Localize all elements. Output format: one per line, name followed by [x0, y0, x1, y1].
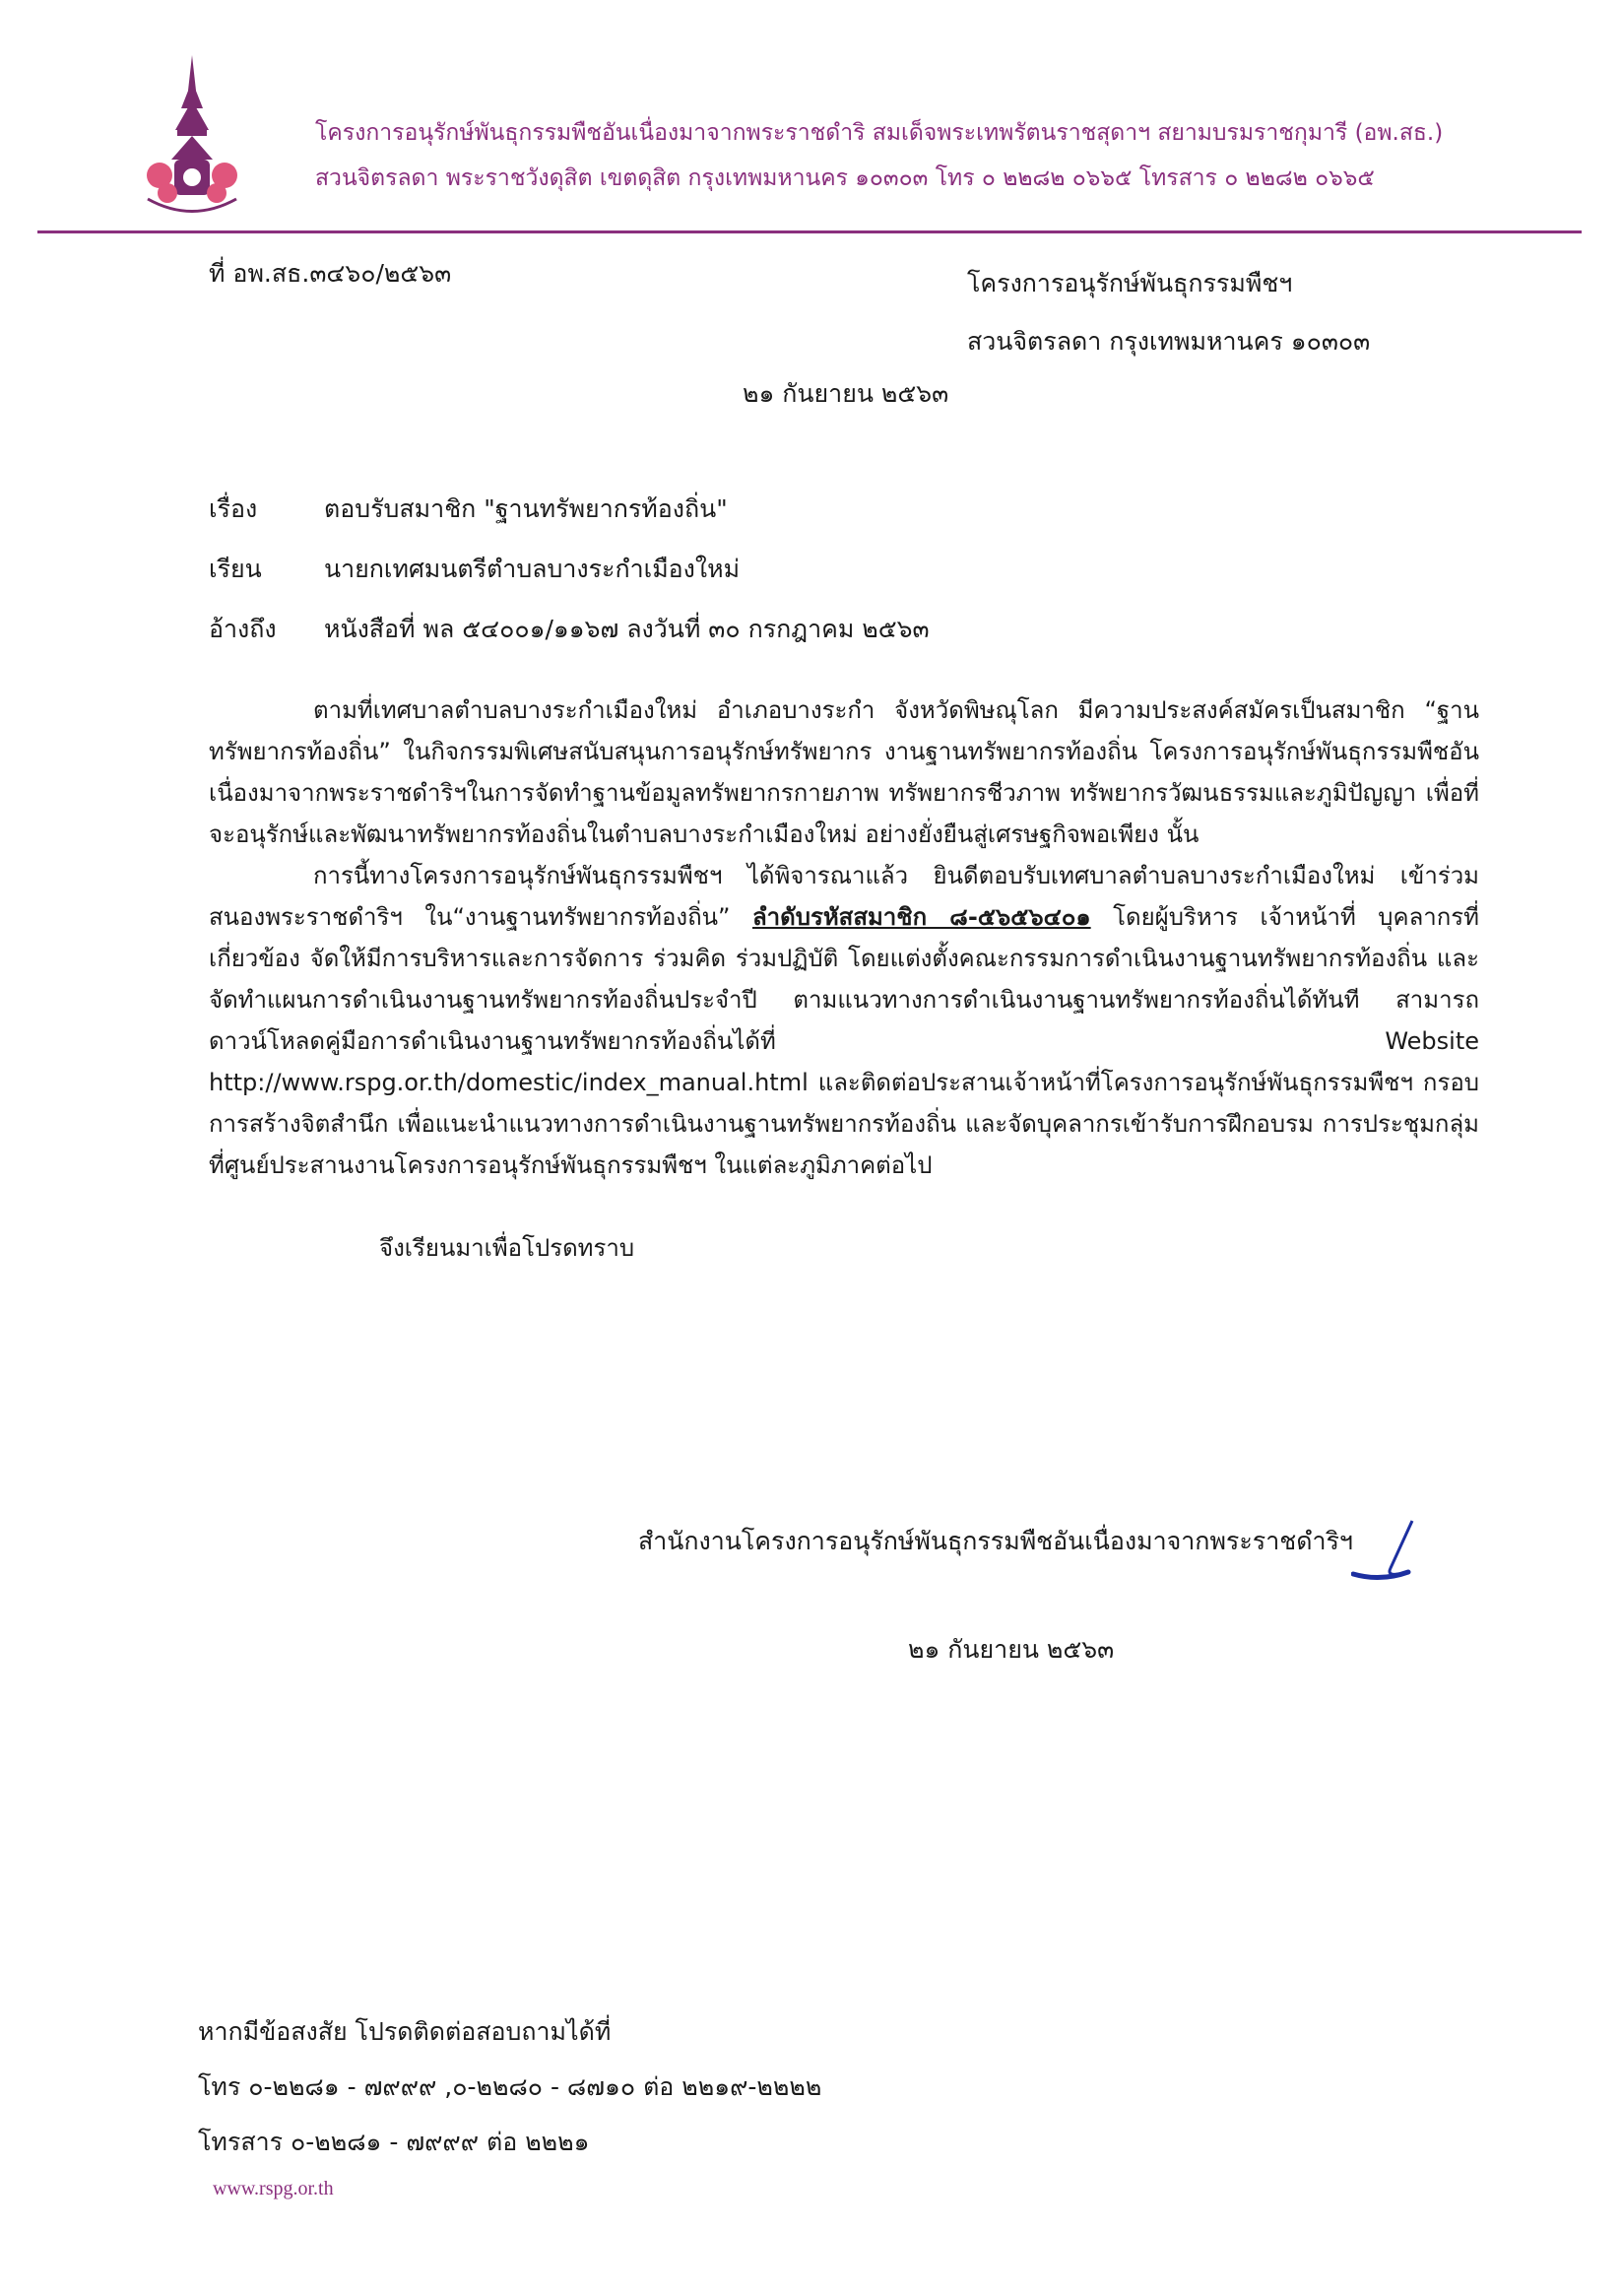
meta-key-reference: อ้างถึง	[209, 614, 277, 643]
closing-line: จึงเรียนมาเพื่อโปรดทราบ	[379, 1234, 635, 1262]
letter-date: ๒๑ กันยายน ๒๕๖๓	[743, 379, 949, 408]
meta-row-recipient	[209, 539, 930, 599]
website-url: www.rspg.or.th	[213, 2178, 334, 2199]
meta-key-subject: เรื่อง	[209, 493, 258, 523]
letterhead-divider	[37, 230, 1582, 233]
signature-organization: สำนักงานโครงการอนุรักษ์พันธุกรรมพืชอันเนื่องมาจากพระราชดำริฯ	[638, 1527, 1353, 1555]
meta-row-subject	[209, 479, 930, 539]
letterhead-address-line: สวนจิตรลดา พระราชวังดุสิต เขตดุสิต กรุงเทพมหานคร ๑๐๓๐๓ โทร ๐ ๒๒๘๒ ๐๖๖๕ โทรสาร ๐ ๒๒๘๒ ๐๖๖๕	[315, 165, 1375, 191]
contact-phone: โทร ๐-๒๒๘๑ - ๗๙๙๙ ,๐-๒๒๘๐ - ๘๗๑๐ ต่อ ๒๒๑๙-๒๒๒๒	[198, 2072, 822, 2101]
member-code: ลำดับรหัสสมาชิก ๘-๕๖๕๖๔๐๑	[751, 903, 1091, 931]
body-paragraph-2-part-b: โดยผู้บริหาร เจ้าหน้าที่ บุคลากรที่เกี่ยวข้อง จัดให้มีการบริหารและการจัดการ ร่วมคิด ร่วมปฏิบัติ โดยแต่งตั้งคณะกรรมการดำเนินงานฐานทรัพยากรท้องถิ่น และจัดทำแผนการดำเนินงานฐานทรัพยากรท้องถิ่นประจำปี ตามแนวทางการดำเนินงานฐานทรัพยากรท้องถิ่นได้ทันที สามารถดาวน์โหลดคู่มือการดำเนินงานฐานทรัพยากรท้องถิ่นได้ที่ Website http://www.rspg.or.th/domestic/index_manual.html และติดต่อประสานเจ้าหน้าที่โครงการอนุรักษ์พันธุกรรมพืชฯ กรอบการสร้างจิตสำนึก เพื่อแนะนำแนวทางการดำเนินงานฐานทรัพยากรท้องถิ่น และจัดบุคลากรเข้ารับการฝึกอบรม การประชุมกลุ่ม ที่ศูนย์ประสานงานโครงการอนุรักษ์พันธุกรรมพืชฯ ในแต่ละภูมิภาคต่อไป	[209, 903, 1480, 1179]
sender-line-2: สวนจิตรลดา กรุงเทพมหานคร ๑๐๓๐๓	[967, 327, 1371, 356]
contact-fax: โทรสาร ๐-๒๒๘๑ - ๗๙๙๙ ต่อ ๒๒๒๑	[198, 2128, 590, 2156]
body-paragraph-1: ตามที่เทศบาลตำบลบางระกำเมืองใหม่ อำเภอบางระกำ จังหวัดพิษณุโลก มีความประสงค์สมัครเป็นสมาชิก “ฐานทรัพยากรท้องถิ่น” ในกิจกรรมพิเศษสนับสนุนการอนุรักษ์ทรัพยากร งานฐานทรัพยากรท้องถิ่น โครงการอนุรักษ์พันธุกรรมพืชอันเนื่องมาจากพระราชดำริฯในการจัดทำฐานข้อมูลทรัพยากรกายภาพ ทรัพยากรชีวภาพ ทรัพยากรวัฒนธรรมและภูมิปัญญา เพื่อที่จะอนุรักษ์และพัฒนาทรัพยากรท้องถิ่นในตำบลบางระกำเมืองใหม่ อย่างยั่งยืนสู่เศรษฐกิจพอเพียง นั้น	[209, 696, 1479, 848]
meta-value-subject: ตอบรับสมาชิก "ฐานทรัพยากรท้องถิ่น"	[324, 493, 728, 523]
contact-info	[198, 2004, 821, 2170]
letterhead-org-line: โครงการอนุรักษ์พันธุกรรมพืชอันเนื่องมาจากพระราชดำริ สมเด็จพระเทพรัตนราชสุดาฯ สยามบรมราชกุมารี (อพ.สธ.)	[315, 120, 1444, 146]
body-paragraph-2	[209, 855, 1479, 1186]
letterhead	[315, 110, 1443, 201]
contact-heading: หากมีข้อสงสัย โปรดติดต่อสอบถามได้ที่	[198, 2017, 612, 2046]
sender-address	[967, 254, 1370, 370]
reference-number: ที่ อพ.สธ.๓๔๖๐/๒๕๖๓	[209, 259, 452, 288]
meta-value-recipient: นายกเทศมนตรีตำบลบางระกำเมืองใหม่	[324, 554, 741, 583]
sender-line-1: โครงการอนุรักษ์พันธุกรรมพืชฯ	[967, 269, 1293, 297]
signature-mark	[1351, 1517, 1430, 1586]
signature-date: ๒๑ กันยายน ๒๕๖๓	[908, 1635, 1115, 1664]
letter-meta	[209, 479, 930, 659]
rspg-emblem-logo	[138, 51, 246, 219]
meta-key-recipient: เรียน	[209, 554, 262, 583]
meta-row-reference	[209, 599, 930, 659]
letter-body	[209, 689, 1479, 1269]
meta-value-reference: หนังสือที่ พล ๕๔๐๐๑/๑๑๖๗ ลงวันที่ ๓๐ กรกฎาคม ๒๕๖๓	[324, 614, 930, 643]
body-paragraph-2-part-a: การนี้ทางโครงการอนุรักษ์พันธุกรรมพืชฯ ได้พิจารณาแล้ว ยินดีตอบรับเทศบาลตำบลบางระกำเมืองใหม่ เข้าร่วมสนองพระราชดำริฯ ใน“งานฐานทรัพยากรท้องถิ่น”	[209, 862, 1479, 931]
